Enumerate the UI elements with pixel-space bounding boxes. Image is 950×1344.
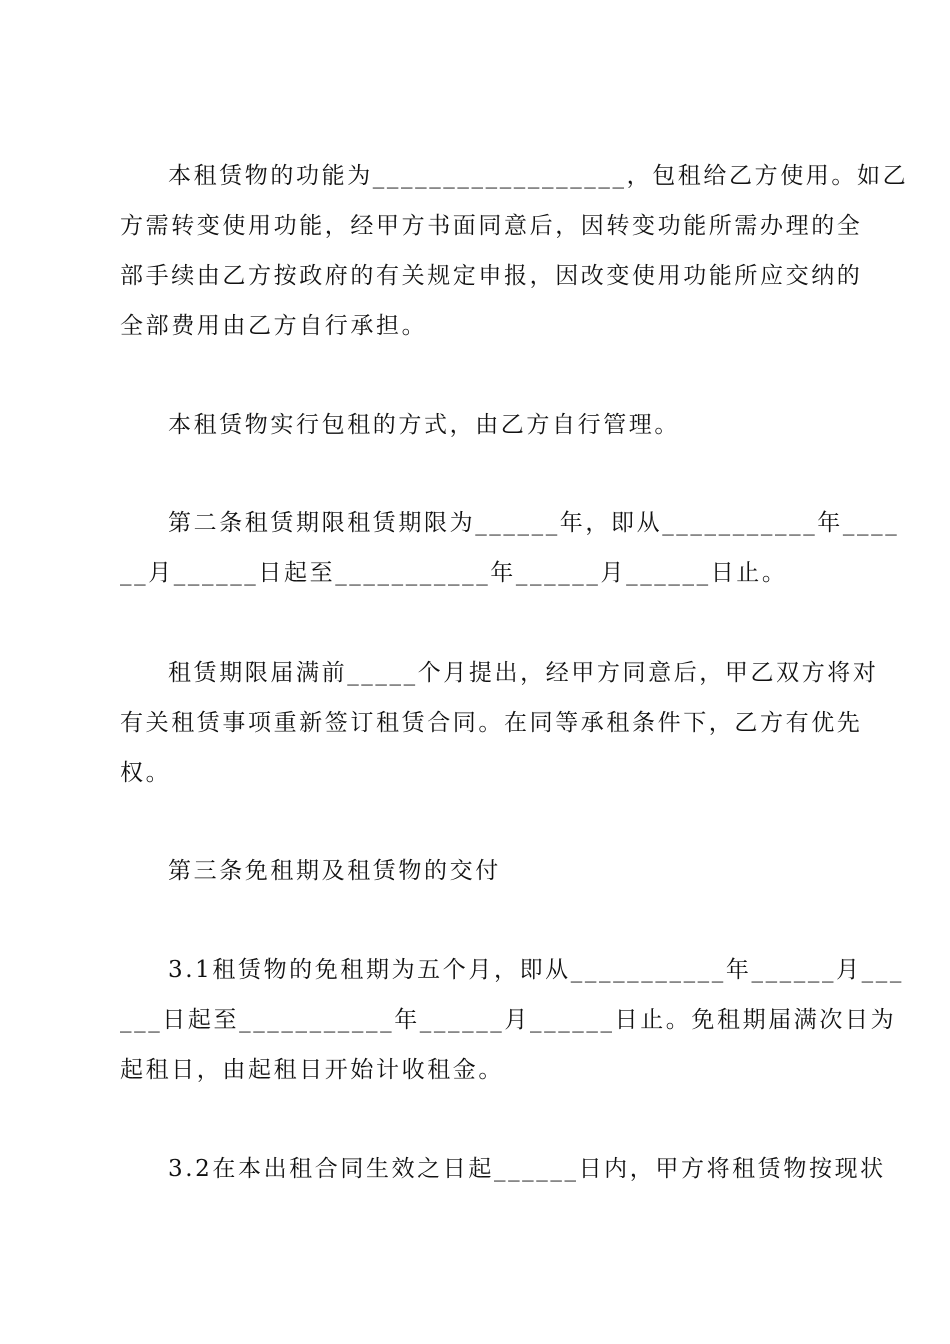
article-2-line-1: 第二条租赁期限租赁期限为______年，即从___________年____ bbox=[168, 510, 900, 536]
clause-3-2-line-1: 3.2在本出租合同生效之日起______日内，甲方将租赁物按现状 bbox=[168, 1156, 886, 1182]
clause-3-1-line-3: 起租日，由起租日开始计收租金。 bbox=[120, 1057, 504, 1083]
renewal-line-2: 有关租赁事项重新签订租赁合同。在同等承租条件下，乙方有优先 bbox=[120, 710, 863, 736]
renewal-line-1: 租赁期限届满前_____个月提出，经甲方同意后，甲乙双方将对 bbox=[168, 660, 879, 686]
article-2-line-2: __月______日起至___________年______月______日止。 bbox=[120, 560, 788, 586]
clause-3-1-line-2: ___日起至___________年______月______日止。免租期届满次日为 bbox=[120, 1007, 897, 1033]
article-3-heading: 第三条免租期及租赁物的交付 bbox=[168, 858, 501, 884]
clause-3-1-line-1: 3.1租赁物的免租期为五个月，即从___________年______月___ bbox=[168, 957, 904, 983]
renewal-line-3: 权。 bbox=[120, 760, 172, 786]
paragraph-function-line-3: 部手续由乙方按政府的有关规定申报，因改变使用功能所应交纳的 bbox=[120, 263, 863, 289]
paragraph-management: 本租赁物实行包租的方式，由乙方自行管理。 bbox=[168, 412, 680, 438]
paragraph-function-line-4: 全部费用由乙方自行承担。 bbox=[120, 313, 428, 339]
paragraph-function-line-2: 方需转变使用功能，经甲方书面同意后，因转变功能所需办理的全 bbox=[120, 213, 863, 239]
paragraph-function-line-1: 本租赁物的功能为__________________，包租给乙方使用。如乙 bbox=[168, 163, 909, 189]
